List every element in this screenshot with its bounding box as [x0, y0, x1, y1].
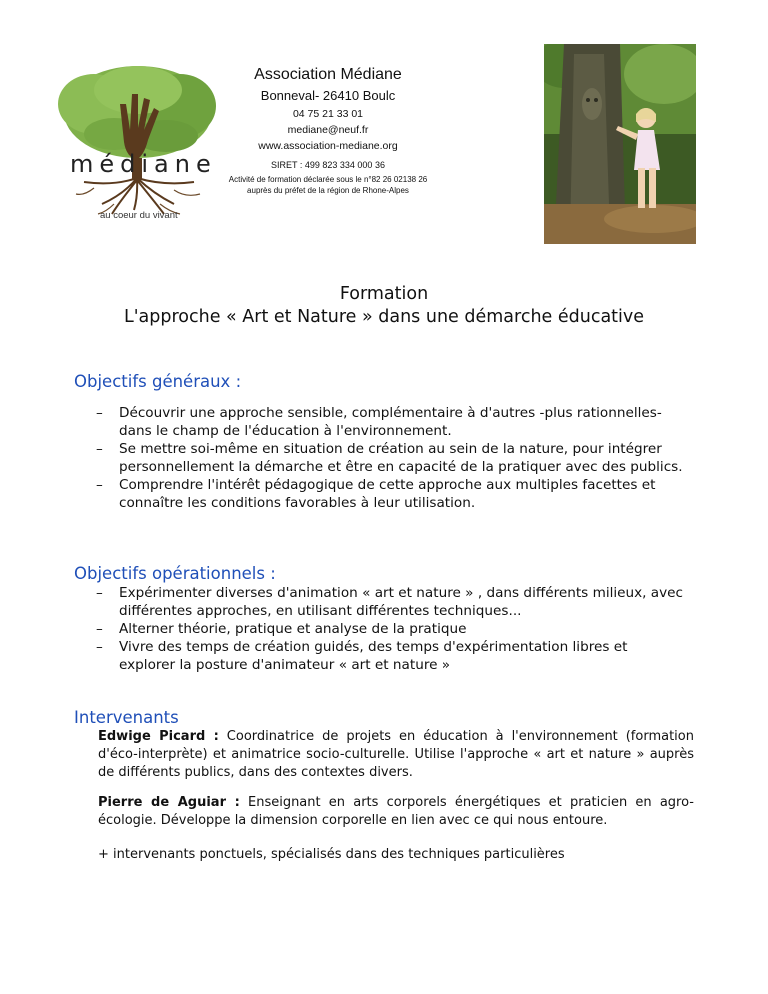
list-item: – Comprendre l'intérêt pédagogique de cette approche aux multiples facettes et connaître les conditions favorables à leur utilisation. — [96, 476, 686, 512]
intervenant-description: Coordinatrice de projets en éducation à l'environnement (formation d'éco-interprète) et animatrice socio-culturelle. Utilise l'approche « art et nature » auprès de différents publics, dans des contextes divers. — [98, 729, 694, 780]
list-objectifs-operationnels — [96, 584, 686, 674]
association-phone: 04 75 21 33 01 — [292, 108, 364, 120]
association-declaration: Activité de formation déclarée sous le n°82 26 02138 26 auprès du préfet de la région de Rhone-Alpes — [228, 175, 428, 195]
list-item: – Découvrir une approche sensible, complémentaire à d'autres -plus rationnelles- dans le champ de l'éducation à l'environnement. — [96, 404, 686, 440]
association-info — [228, 66, 428, 196]
child-tree-photo — [544, 44, 696, 244]
logo-tagline: au coeur du vivant — [100, 210, 178, 221]
list-item: – Vivre des temps de création guidés, des temps d'expérimentation libres et explorer la posture d'animateur « art et nature » — [96, 638, 686, 674]
mediane-logo — [54, 64, 222, 229]
forest-photo-icon — [544, 44, 696, 244]
list-objectifs-generaux — [96, 404, 686, 512]
intervenant-name: Pierre de Aguiar : — [98, 795, 240, 810]
association-siret: SIRET : 499 823 334 000 36 — [271, 160, 385, 170]
document-title — [0, 283, 768, 329]
heading-intervenants: Intervenants — [74, 708, 179, 727]
intervenants-extra: + intervenants ponctuels, spécialisés dans des techniques particulières — [98, 847, 565, 862]
association-website[interactable]: www.association-mediane.org — [258, 140, 398, 152]
tree-hand-icon — [54, 64, 222, 229]
intervenant-name: Edwige Picard : — [98, 729, 219, 744]
intervenant-pierre-de-aguiar — [98, 794, 694, 830]
association-address: Bonneval- 26410 Boulc — [260, 88, 396, 103]
list-item: – Se mettre soi-même en situation de création au sein de la nature, pour intégrer personnellement la démarche et être en capacité de la pratiquer avec des publics. — [96, 440, 686, 476]
intervenant-edwige-picard — [98, 728, 694, 782]
association-name: Association Médiane — [254, 66, 402, 83]
title-line-2: L'approche « Art et Nature » dans une démarche éducative — [123, 307, 645, 327]
list-item: – Expérimenter diverses d'animation « art et nature » , dans différents milieux, avec différentes approches, en utilisant différentes techniques... — [96, 584, 686, 620]
association-email[interactable]: mediane@neuf.fr — [287, 124, 369, 136]
list-item: – Alterner théorie, pratique et analyse de la pratique — [96, 620, 686, 638]
title-line-1: Formation — [339, 284, 429, 304]
logo-wordmark: médiane — [70, 150, 217, 178]
intervenant-description: Enseignant en arts corporels énergétiques et praticien en agro-écologie. Développe la dimension corporelle en lien avec ce qui nous entoure. — [98, 795, 694, 828]
heading-objectifs-operationnels: Objectifs opérationnels : — [74, 564, 276, 583]
heading-objectifs-generaux: Objectifs généraux : — [74, 372, 242, 391]
